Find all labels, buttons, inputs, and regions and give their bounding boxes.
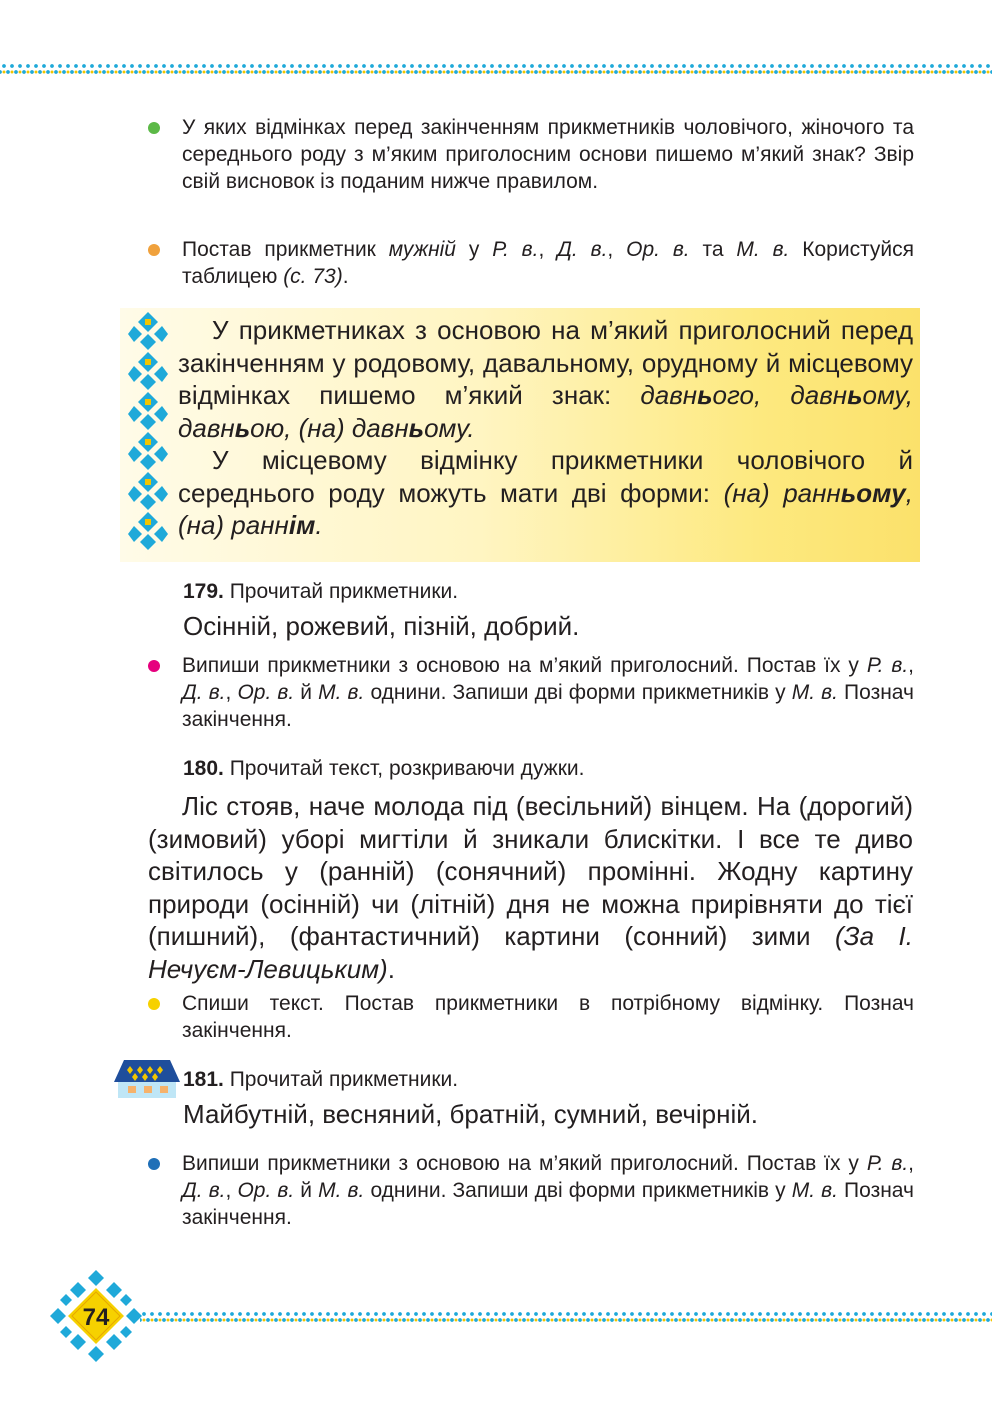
rule-paragraph-2: У місцевому відмінку прикметники чоловічого й середнього роду можуть мати дві форми: (на) ранньому, (на) раннім. bbox=[178, 445, 913, 540]
house-icon bbox=[114, 1060, 180, 1100]
exercise-179-title: 179. Прочитай прикметники. bbox=[183, 580, 459, 603]
exercise-179-task-text: Випиши прикметники з основою на м’який приголосний. Постав їх у Р. в., Д. в., Ор. в. й М. в. однини. Запиши дві форми прикметників у М. в. Познач закінчення. bbox=[182, 654, 914, 731]
yellow-bullet-icon bbox=[148, 998, 160, 1010]
question-1 bbox=[148, 114, 914, 195]
exercise-181-title: 181. Прочитай прикметники. bbox=[183, 1068, 459, 1091]
page-number: 74 bbox=[82, 1304, 110, 1331]
exercise-180-text: Ліс стояв, наче молода під (весільний) вінцем. На (дорогий) (зимовий) уборі мигтіли й зникали блискітки. І все те диво світилось у (ранній) (сонячний) промінні. Жодну картину природи (осінній) чи (літній) дня не можна прирівняти до тієї (пишний), (фантастичний) картини (сонний) зими (За І. Нечуєм-Левицьким). bbox=[148, 791, 914, 984]
blue-bullet-icon bbox=[148, 1158, 160, 1170]
exercise-179-task bbox=[148, 652, 914, 733]
embroidery-ornament-icon bbox=[128, 312, 168, 562]
exercise-181-task bbox=[148, 1150, 914, 1231]
exercise-180-task bbox=[148, 990, 914, 1044]
exercise-179-words: Осінній, рожевий, пізній, добрий. bbox=[183, 611, 580, 641]
magenta-bullet-icon bbox=[148, 660, 160, 672]
rule-text bbox=[178, 314, 913, 542]
question-2-text: Постав прикметник мужній у Р. в., Д. в., Ор. в. та М. в. Користуйся таблицею (с. 73). bbox=[182, 238, 915, 288]
top-ornament-border bbox=[0, 62, 992, 76]
page-number-badge bbox=[50, 1270, 142, 1362]
green-bullet-icon bbox=[148, 122, 160, 134]
question-1-text: У яких відмінках перед закінченням прикметників чоловічого, жіночого та середнього роду з м’яким приголосним основи пишемо м’який знак? Звір свій висновок із поданим нижче правилом. bbox=[182, 116, 914, 193]
bottom-ornament-border bbox=[140, 1310, 992, 1324]
exercise-180-task-text: Спиши текст. Постав прикметники в потрібному відмінку. Познач закінчення. bbox=[182, 992, 914, 1042]
exercise-181-words: Майбутній, весняний, братній, сумний, вечірній. bbox=[183, 1099, 759, 1129]
orange-bullet-icon bbox=[148, 244, 160, 256]
exercise-180-title: 180. Прочитай текст, розкриваючи дужки. bbox=[183, 757, 585, 780]
rule-paragraph-1: У прикметниках з основою на м’який приголосний перед закінченням у родовому, давальному, орудному й місцевому відмінках пишемо м’який знак: давнього, давньому, давньою, (на) давньому. bbox=[178, 315, 913, 443]
question-2 bbox=[148, 236, 914, 290]
exercise-181-task-text: Випиши прикметники з основою на м’який приголосний. Постав їх у Р. в., Д. в., Ор. в. й М. в. однини. Запиши дві форми прикметників у М. в. Познач закінчення. bbox=[182, 1152, 914, 1229]
